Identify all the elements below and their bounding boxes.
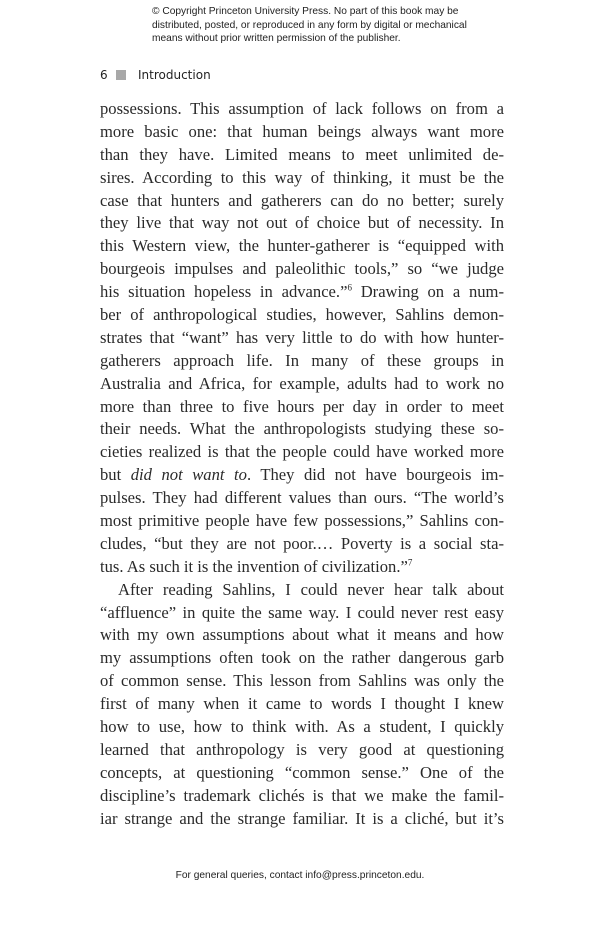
footnote-ref[interactable]: 7	[407, 557, 413, 568]
text-line: discipline’s trademark clichés is that we make the famil-	[100, 785, 504, 805]
text-line: learned that anthropology is very good at questioning	[100, 739, 504, 759]
text-line: more than three to five hours per day in order to meet	[100, 396, 504, 416]
text-line: first of many when it came to words I thought I knew	[100, 694, 504, 714]
copyright-notice	[152, 5, 467, 46]
text-run: . They did not have bourgeois im-	[246, 465, 504, 485]
text-line: of common sense. This lesson from Sahlins was only the	[100, 671, 504, 691]
text-line: case that hunters and gatherers can do no better; surely	[100, 190, 504, 210]
text-line: bourgeois impulses and paleolithic tools,” so “we judge	[100, 259, 504, 279]
body-text	[100, 98, 504, 831]
text-run: but	[100, 465, 131, 485]
square-bullet-icon	[116, 70, 126, 80]
text-line: strates that “want” has very little to do with how hunter-	[100, 327, 504, 347]
text-line: my assumptions often took on the rather dangerous garb	[100, 648, 504, 668]
text-run: his situation hopeless in advance.”	[100, 282, 348, 302]
text-line: ber of anthropological studies, however, Sahlins demon-	[100, 305, 504, 325]
text-line: gatherers approach life. In many of these groups in	[100, 350, 504, 370]
italic-emphasis: did not want to	[130, 465, 247, 485]
text-line: sires. According to this way of thinking, it must be the	[100, 167, 504, 187]
text-run: tus. As such it is the invention of civilization.”	[100, 556, 408, 576]
text-line: “affluence” in quite the same way. I could never rest easy	[100, 602, 504, 622]
text-line: how to use, how to think with. As a student, I quickly	[100, 717, 504, 737]
text-line: iar strange and the strange familiar. It is a cliché, but it’s	[100, 808, 504, 828]
text-line: they live that way not out of choice but of necessity. In	[100, 213, 504, 233]
text-line: their needs. What the anthropologists studying these so-	[100, 419, 504, 439]
text-line: cludes, “but they are not poor.… Poverty is a social sta-	[100, 533, 504, 553]
text-line: possessions. This assumption of lack follows on from a	[100, 99, 504, 118]
text-line: pulses. They had different values than ours. “The world’s	[100, 488, 504, 508]
text-line: with my own assumptions about what it means and how	[100, 625, 504, 645]
text-line	[100, 281, 504, 304]
text-line	[100, 556, 504, 579]
copyright-line: © Copyright Princeton University Press. No part of this book may be	[152, 6, 459, 17]
text-line: this Western view, the hunter-gatherer is “equipped with	[100, 236, 504, 256]
text-line: After reading Sahlins, I could never hear talk about	[118, 579, 504, 599]
text-line: Australia and Africa, for example, adults had to work no	[100, 373, 504, 393]
footnote-ref[interactable]: 6	[347, 282, 352, 293]
text-line: concepts, at questioning “common sense.” One of the	[100, 762, 504, 782]
section-title: Introduction	[138, 68, 211, 82]
copyright-line: means without prior written permission of the publisher.	[152, 33, 401, 44]
text-line: than they have. Limited means to meet unlimited de-	[100, 144, 504, 164]
paragraph-1	[100, 98, 504, 579]
text-line	[100, 464, 504, 487]
footer-contact: For general queries, contact info@press.princeton.edu.	[175, 870, 425, 881]
paragraph-2	[100, 579, 504, 831]
copyright-line: distributed, posted, or reproduced in any form by digital or mechanical	[152, 19, 467, 31]
text-line: most primitive people have few possessions,” Sahlins con-	[100, 511, 504, 531]
text-run: Drawing on a num-	[351, 282, 504, 302]
page-number: 6	[100, 68, 108, 82]
text-line: more basic one: that human beings always want more	[100, 121, 504, 141]
running-head	[100, 68, 211, 82]
text-line: cieties realized is that the people could have worked more	[100, 442, 504, 462]
